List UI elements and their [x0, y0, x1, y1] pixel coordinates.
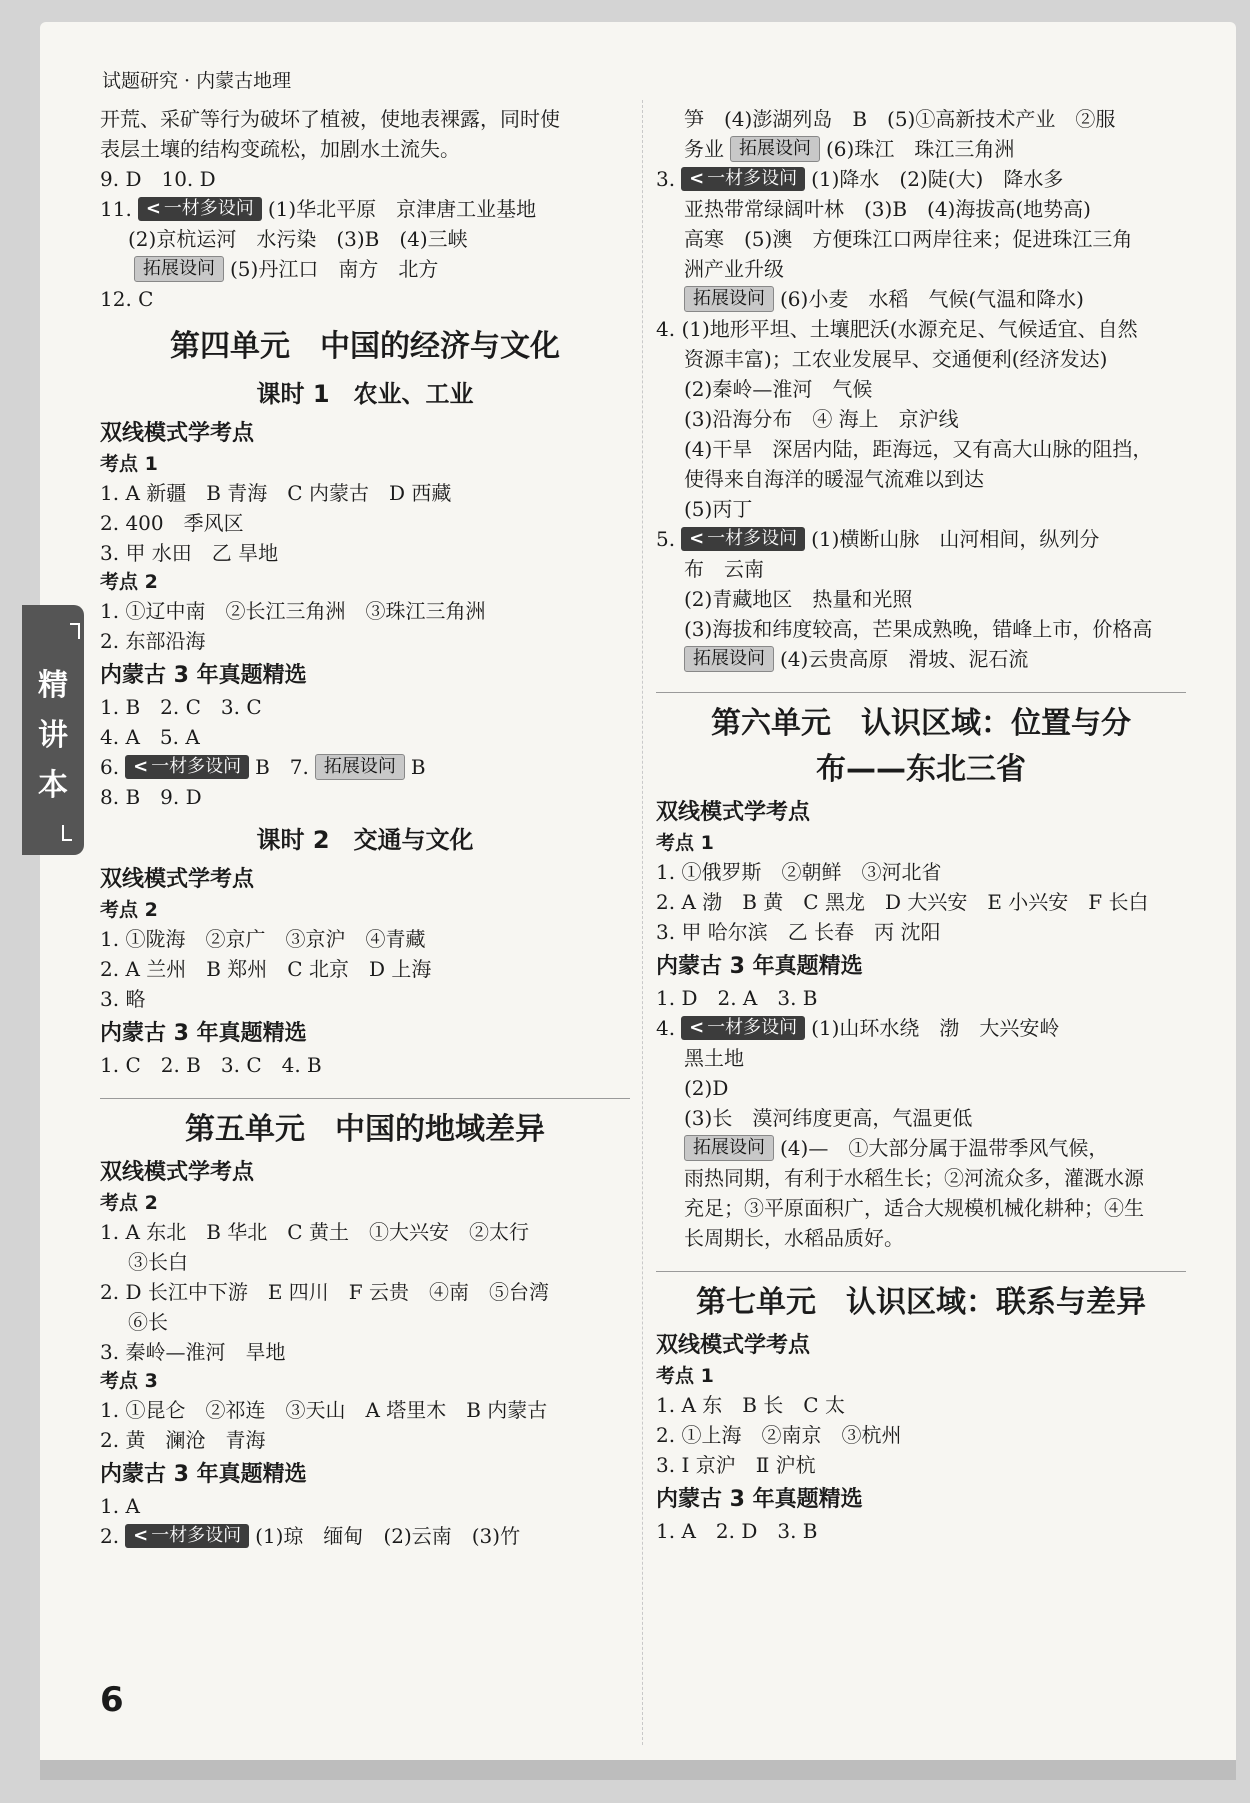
unit-title-cont: 布——东北三省 [816, 752, 1026, 787]
answer-line [656, 284, 1186, 314]
share-icon: < [689, 528, 705, 549]
unit-title: 第四单元 中国的经济与文化 [170, 329, 560, 364]
extension-badge: 拓展设问 [684, 286, 774, 312]
answer-line: 1. A 新疆 B 青海 C 内蒙古 D 西藏 [100, 481, 452, 505]
q-number: 4. [656, 1016, 676, 1040]
answer-line: 表层土壤的结构变疏松，加剧水土流失。 [100, 137, 460, 161]
answer-text: (1)横断山脉 山河相间，纵列分 [811, 527, 1100, 551]
answer-line: 雨热同期，有利于水稻生长；②河流众多，灌溉水源 [684, 1166, 1144, 1190]
lesson-title: 课时 2 交通与文化 [256, 826, 474, 854]
page-number: 6 [100, 1680, 124, 1720]
multi-question-badge [125, 1524, 249, 1548]
answer-line: (3)长 漠河纬度更高，气温更低 [684, 1106, 973, 1130]
multi-question-badge [681, 1016, 805, 1040]
bottom-band [40, 1760, 1236, 1780]
answer-line: 开荒、采矿等行为破坏了植被，使地表裸露，同时使 [100, 107, 560, 131]
section-title: 双线模式学考点 [100, 421, 255, 446]
q-number: 3. [656, 167, 676, 191]
answer-text: 务业 [684, 137, 724, 161]
answer-text: B 7. [255, 755, 309, 779]
answer-line: 长周期长，水稻品质好。 [684, 1226, 904, 1250]
answer-line: 高寒 (5)澳 方便珠江口两岸往来；促进珠江三角 [684, 227, 1133, 251]
section-title: 双线模式学考点 [100, 1160, 255, 1185]
answer-line: (2)秦岭—淮河 气候 [684, 377, 873, 401]
answer-line: 2. 东部沿海 [100, 629, 206, 653]
answer-line: 资源丰富)；工农业发展早、交通便利(经济发达) [684, 347, 1108, 371]
column-divider [642, 100, 643, 1745]
unit-title: 第五单元 中国的地域差异 [185, 1112, 545, 1147]
badge-label: 一材多设问 [151, 1525, 242, 1546]
answer-line [656, 134, 1186, 164]
multi-question-badge [125, 755, 249, 779]
corner-mark-bottom [62, 825, 72, 841]
section-title: 内蒙古 3 年真题精选 [100, 1021, 307, 1046]
extension-badge: 拓展设问 [684, 646, 774, 672]
answer-line: 黑土地 [684, 1046, 744, 1070]
extension-badge: 拓展设问 [730, 136, 820, 162]
lesson-title: 课时 1 农业、工业 [256, 380, 474, 408]
answer-line: 9. D 10. D [100, 167, 216, 191]
badge-label: 一材多设问 [707, 168, 798, 189]
answer-text: (6)珠江 珠江三角洲 [826, 137, 1015, 161]
answer-line: 2. ①上海 ②南京 ③杭州 [656, 1423, 902, 1447]
answer-line: (2)D [684, 1076, 729, 1100]
answer-text: (1)降水 (2)陡(大) 降水多 [811, 167, 1064, 191]
share-icon: < [145, 198, 161, 219]
answer-text: (4)— ①大部分属于温带季风气候， [780, 1136, 1109, 1160]
share-icon: < [133, 756, 149, 777]
section-title: 双线模式学考点 [100, 867, 255, 892]
topic-label: 考点 1 [656, 1365, 714, 1387]
share-icon: < [689, 168, 705, 189]
page-header: 试题研究 · 内蒙古地理 [102, 70, 292, 92]
section-divider [100, 1098, 630, 1099]
answer-line: (3)海拔和纬度较高，芒果成熟晚，错峰上市，价格高 [684, 617, 1153, 641]
answer-line: 2. 400 季风区 [100, 511, 244, 535]
side-tab-char-3: 本 [38, 768, 68, 803]
answer-text: B [410, 755, 426, 779]
answer-line: 3. Ⅰ 京沪 Ⅱ 沪杭 [656, 1453, 816, 1477]
answer-line: 8. B 9. D [100, 785, 202, 809]
badge-label: 一材多设问 [151, 756, 242, 777]
answer-line: (4)干旱 深居内陆，距海远，又有高大山脉的阻挡， [684, 437, 1153, 461]
topic-label: 考点 2 [100, 1192, 158, 1214]
extension-badge: 拓展设问 [684, 1135, 774, 1161]
section-title: 内蒙古 3 年真题精选 [100, 663, 307, 688]
answer-line: (2)京杭运河 水污染 (3)B (4)三峡 [128, 227, 468, 251]
answer-line: 1. C 2. B 3. C 4. B [100, 1053, 322, 1077]
answer-line: 3. 略 [100, 987, 146, 1011]
side-tab-char-1: 精 [38, 668, 68, 703]
answer-line: 笋 (4)澎湖列岛 B (5)①高新技术产业 ②服 [684, 107, 1116, 131]
answer-line: 使得来自海洋的暖湿气流难以到达 [684, 467, 984, 491]
answer-text: (4)云贵高原 滑坡、泥石流 [780, 647, 1029, 671]
answer-line: 3. 甲 水田 乙 旱地 [100, 541, 279, 565]
answer-line: 2. 黄 澜沧 青海 [100, 1428, 266, 1452]
answer-line: 布 云南 [684, 557, 764, 581]
share-icon: < [133, 1525, 149, 1546]
topic-label: 考点 3 [100, 1370, 158, 1392]
answer-line: 1. ①辽中南 ②长江三角洲 ③珠江三角洲 [100, 599, 486, 623]
answer-line: 12. C [100, 287, 154, 311]
badge-label: 一材多设问 [163, 198, 254, 219]
answer-text: (1)山环水绕 渤 大兴安岭 [811, 1016, 1060, 1040]
answer-line: (5)丙丁 [684, 497, 753, 521]
badge-label: 一材多设问 [707, 528, 798, 549]
answer-line: 1. A 东北 B 华北 C 黄土 ①大兴安 ②太行 [100, 1220, 529, 1244]
answer-line [100, 1521, 630, 1551]
answer-line: 充足；③平原面积广，适合大规模机械化耕种；④生 [684, 1196, 1144, 1220]
topic-label: 考点 2 [100, 571, 158, 593]
q-number: 5. [656, 527, 676, 551]
share-icon: < [689, 1017, 705, 1038]
answer-text: (5)丹江口 南方 北方 [230, 257, 439, 281]
answer-line [656, 1133, 1186, 1163]
section-divider [656, 1271, 1186, 1272]
answer-line [100, 254, 630, 284]
multi-question-badge [681, 167, 805, 191]
answer-line: 4. (1)地形平坦、土壤肥沃(水源充足、气候适宜、自然 [656, 317, 1138, 341]
topic-label: 考点 1 [656, 832, 714, 854]
answer-text: (1)华北平原 京津唐工业基地 [267, 197, 537, 221]
answer-line [100, 194, 630, 224]
answer-line: 亚热带常绿阔叶林 (3)B (4)海拔高(地势高) [684, 197, 1091, 221]
answer-line [656, 524, 1186, 554]
answer-line: 3. 秦岭—淮河 旱地 [100, 1340, 286, 1364]
answer-line: 2. A 渤 B 黄 C 黑龙 D 大兴安 E 小兴安 F 长白 [656, 890, 1149, 914]
answer-line: 1. ①昆仑 ②祁连 ③天山 A 塔里木 B 内蒙古 [100, 1398, 548, 1422]
answer-line: 3. 甲 哈尔滨 乙 长春 丙 沈阳 [656, 920, 941, 944]
extension-badge: 拓展设问 [315, 754, 405, 780]
q-number: 6. [100, 755, 120, 779]
answer-line: 1. A 东 B 长 C 太 [656, 1393, 845, 1417]
answer-line: 洲产业升级 [684, 257, 784, 281]
right-column [656, 104, 1186, 1546]
answer-text: (6)小麦 水稻 气候(气温和降水) [780, 287, 1084, 311]
answer-line [656, 1013, 1186, 1043]
answer-line [100, 752, 630, 782]
answer-line: 2. A 兰州 B 郑州 C 北京 D 上海 [100, 957, 432, 981]
section-title: 内蒙古 3 年真题精选 [656, 954, 863, 979]
unit-title: 第六单元 认识区域：位置与分 [711, 706, 1131, 741]
topic-label: 考点 1 [100, 453, 158, 475]
corner-mark-top [70, 623, 80, 639]
answer-line: 2. D 长江中下游 E 四川 F 云贵 ④南 ⑤台湾 [100, 1280, 550, 1304]
section-title: 双线模式学考点 [656, 800, 811, 825]
badge-label: 一材多设问 [707, 1017, 798, 1038]
answer-text: (1)琼 缅甸 (2)云南 (3)竹 [255, 1524, 521, 1548]
unit-title: 第七单元 认识区域：联系与差异 [696, 1285, 1146, 1320]
left-column [100, 104, 630, 1551]
answer-line: 1. ①陇海 ②京广 ③京沪 ④青藏 [100, 927, 426, 951]
section-title: 内蒙古 3 年真题精选 [656, 1487, 863, 1512]
answer-line [656, 164, 1186, 194]
topic-label: 考点 2 [100, 899, 158, 921]
answer-line: ⑥长 [128, 1310, 168, 1334]
multi-question-badge [138, 197, 262, 221]
answer-line: (2)青藏地区 热量和光照 [684, 587, 913, 611]
q-number: 2. [100, 1524, 120, 1548]
q-number: 11. [100, 197, 132, 221]
side-tab-char-2: 讲 [38, 718, 68, 753]
side-tab [22, 605, 84, 855]
extension-badge: 拓展设问 [134, 256, 224, 282]
answer-line: 4. A 5. A [100, 725, 200, 749]
answer-line: 1. D 2. A 3. B [656, 986, 818, 1010]
section-title: 双线模式学考点 [656, 1333, 811, 1358]
answer-line: (3)沿海分布 ④ 海上 京沪线 [684, 407, 959, 431]
section-divider [656, 692, 1186, 693]
answer-line [656, 644, 1186, 674]
answer-line: 1. A 2. D 3. B [656, 1519, 818, 1543]
answer-line: 1. ①俄罗斯 ②朝鲜 ③河北省 [656, 860, 942, 884]
answer-line: 1. A [100, 1494, 140, 1518]
answer-line: 1. B 2. C 3. C [100, 695, 262, 719]
section-title: 内蒙古 3 年真题精选 [100, 1462, 307, 1487]
multi-question-badge [681, 527, 805, 551]
answer-line: ③长白 [128, 1250, 188, 1274]
